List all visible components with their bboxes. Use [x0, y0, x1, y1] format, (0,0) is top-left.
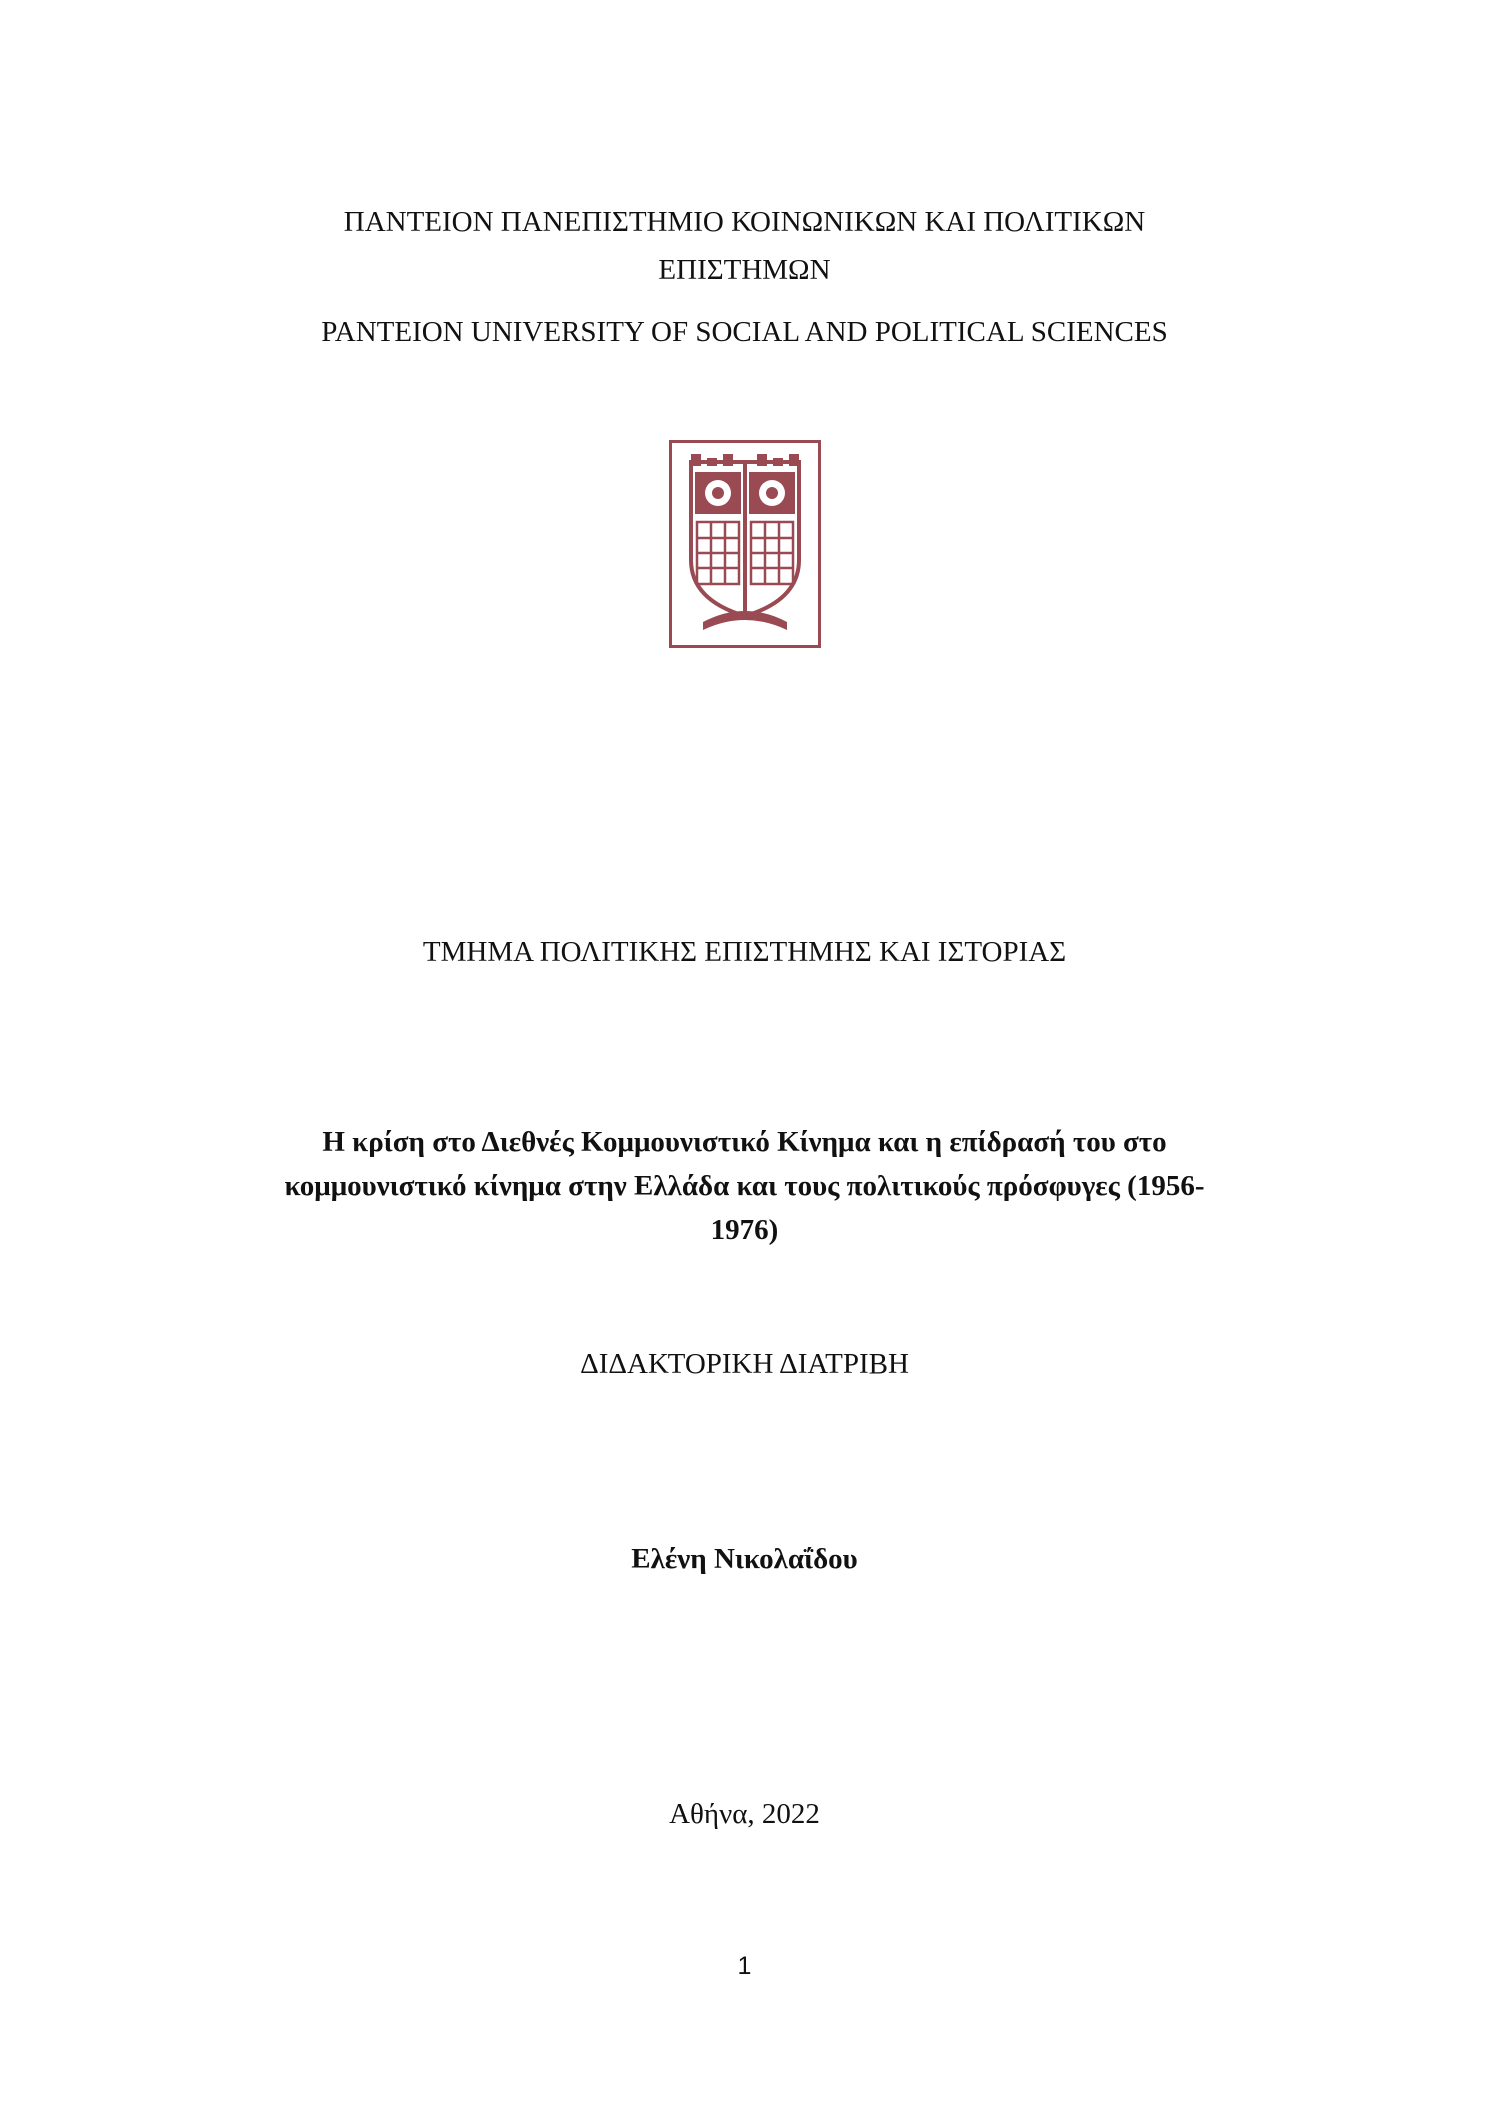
university-crest-icon	[669, 440, 821, 648]
department-name: ΤΜΗΜΑ ΠΟΛΙΤΙΚΗΣ ΕΠΙΣΤΗΜΗΣ ΚΑΙ ΙΣΤΟΡΙΑΣ	[422, 936, 1067, 968]
university-name-greek-line2: ΕΠΙΣΤΗΜΩΝ	[658, 254, 831, 286]
thesis-title-line2: κομμουνιστικό κίνημα στην Ελλάδα και τους πολιτικούς πρόσφυγες (1956-	[284, 1170, 1205, 1202]
author-name: Ελένη Νικολαΐδου	[631, 1543, 858, 1575]
university-name-greek-line1: ΠΑΝΤΕΙΟΝ ΠΑΝΕΠΙΣΤΗΜΙΟ ΚΟΙΝΩΝΙΚΩΝ ΚΑΙ ΠΟΛΙΤΙΚΩΝ	[343, 206, 1146, 238]
document-type: ΔΙΔΑΚΤΟΡΙΚΗ ΔΙΑΤΡΙΒΗ	[580, 1348, 909, 1380]
thesis-title-line3: 1976)	[710, 1214, 779, 1246]
thesis-title-line1: Η κρίση στο Διεθνές Κομμουνιστικό Κίνημα και η επίδρασή του στο	[322, 1126, 1167, 1158]
thesis-title	[250, 1120, 1239, 1252]
place-and-date: Αθήνα, 2022	[669, 1798, 820, 1830]
university-name-greek	[0, 198, 1489, 294]
page-number: 1	[737, 1952, 752, 1980]
university-name-english: PANTEION UNIVERSITY OF SOCIAL AND POLITICAL SCIENCES	[321, 316, 1168, 348]
